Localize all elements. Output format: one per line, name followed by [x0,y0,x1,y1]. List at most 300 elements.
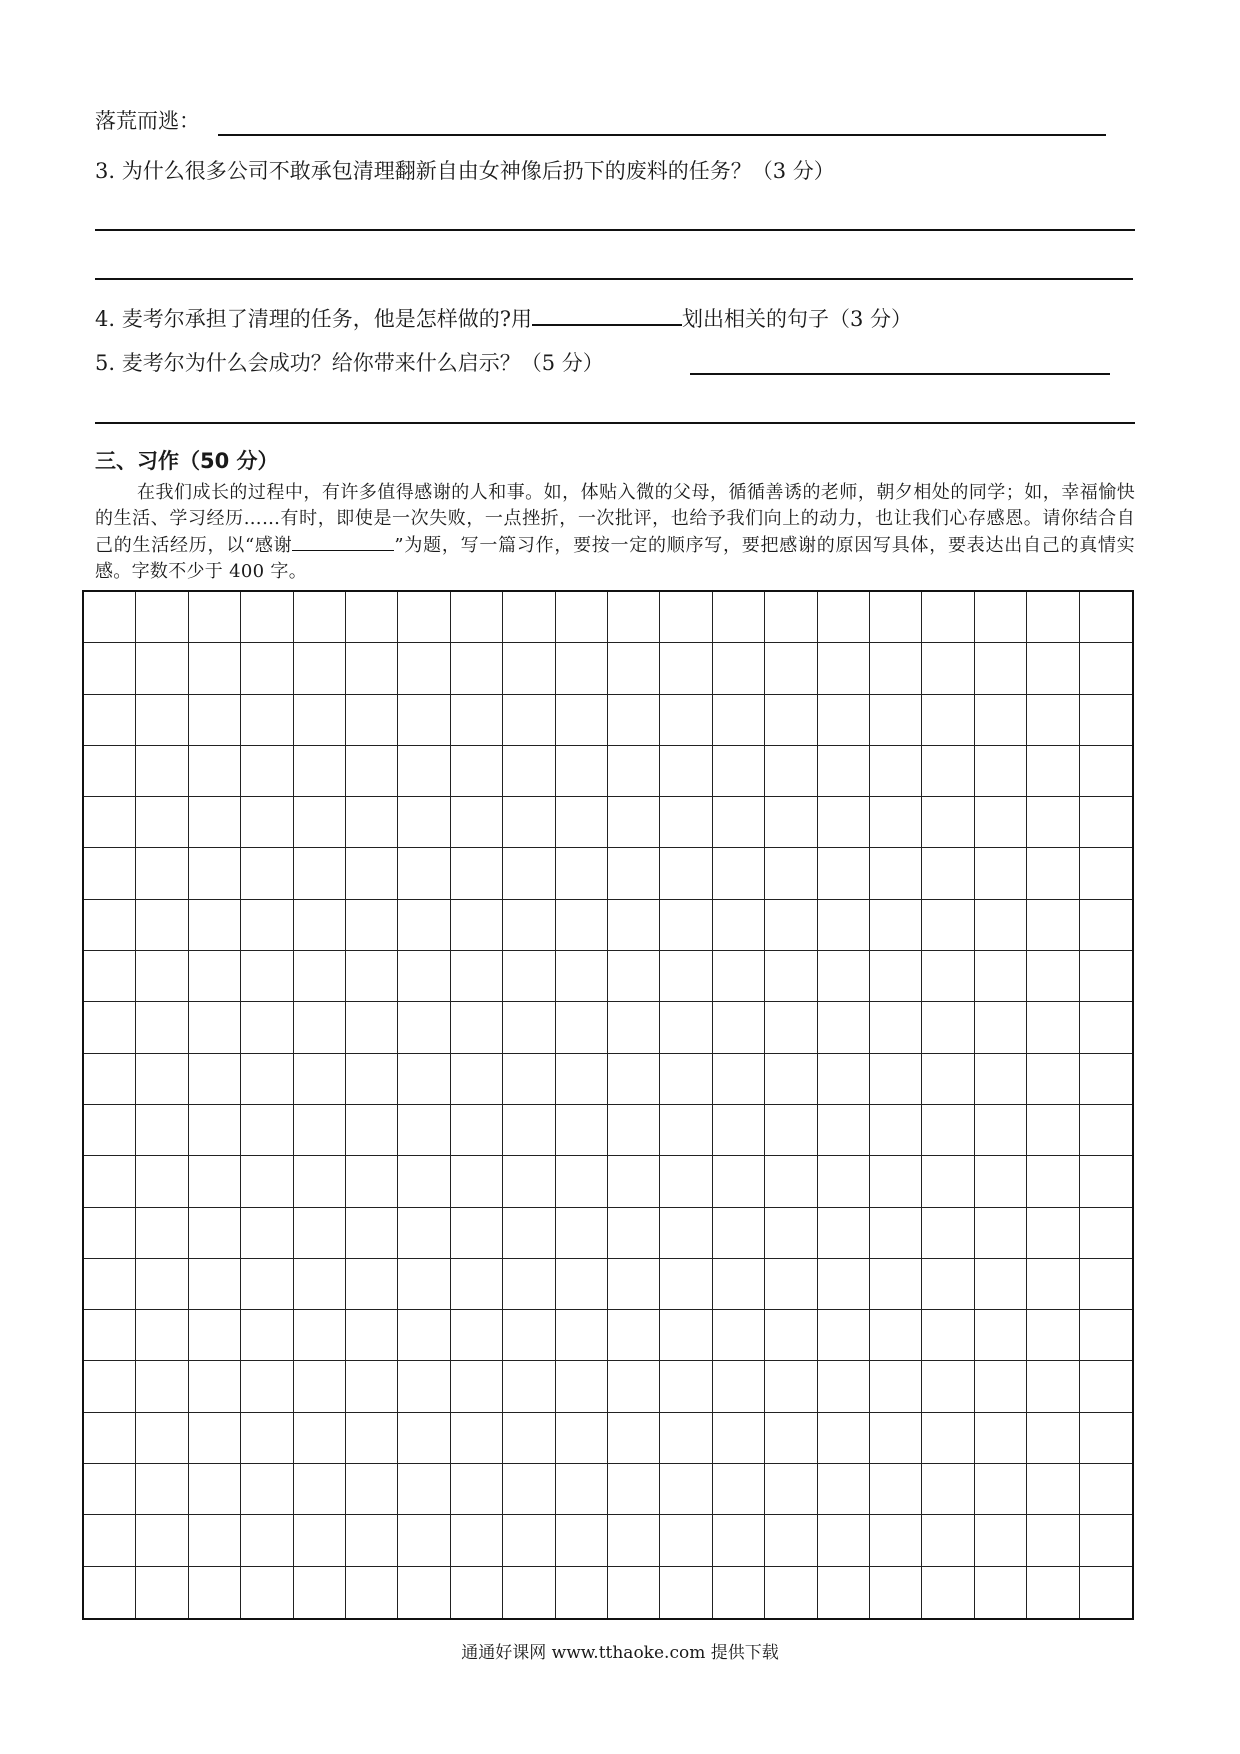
grid-cell[interactable] [556,1105,608,1156]
grid-cell[interactable] [136,797,188,848]
grid-cell[interactable] [503,1515,555,1566]
grid-cell[interactable] [870,797,922,848]
grid-cell[interactable] [922,1567,974,1618]
grid-cell[interactable] [241,643,293,694]
grid-cell[interactable] [975,1105,1027,1156]
grid-cell[interactable] [1027,1361,1079,1412]
grid-cell[interactable] [870,848,922,899]
grid-cell[interactable] [556,1413,608,1464]
grid-cell[interactable] [1080,900,1132,951]
grid-cell[interactable] [84,951,136,1002]
grid-cell[interactable] [765,1464,817,1515]
grid-cell[interactable] [818,848,870,899]
grid-cell[interactable] [608,1464,660,1515]
grid-cell[interactable] [84,1413,136,1464]
grid-cell[interactable] [818,643,870,694]
grid-cell[interactable] [136,1002,188,1053]
grid-cell[interactable] [136,1054,188,1105]
grid-cell[interactable] [241,951,293,1002]
grid-cell[interactable] [765,1515,817,1566]
grid-cell[interactable] [975,1259,1027,1310]
grid-cell[interactable] [608,592,660,643]
grid-cell[interactable] [870,1567,922,1618]
grid-cell[interactable] [241,592,293,643]
grid-cell[interactable] [241,1054,293,1105]
grid-cell[interactable] [922,1259,974,1310]
grid-cell[interactable] [870,746,922,797]
grid-cell[interactable] [241,1259,293,1310]
grid-cell[interactable] [189,1464,241,1515]
grid-cell[interactable] [818,1002,870,1053]
grid-cell[interactable] [241,1567,293,1618]
grid-cell[interactable] [503,1105,555,1156]
grid-cell[interactable] [660,643,712,694]
grid-cell[interactable] [84,1310,136,1361]
grid-cell[interactable] [608,951,660,1002]
grid-cell[interactable] [975,848,1027,899]
grid-cell[interactable] [241,1208,293,1259]
grid-cell[interactable] [398,1464,450,1515]
grid-cell[interactable] [870,592,922,643]
grid-cell[interactable] [1027,900,1079,951]
grid-cell[interactable] [1080,1361,1132,1412]
grid-cell[interactable] [136,1567,188,1618]
grid-cell[interactable] [84,746,136,797]
grid-cell[interactable] [1080,1567,1132,1618]
grid-cell[interactable] [608,1259,660,1310]
grid-cell[interactable] [922,695,974,746]
grid-cell[interactable] [398,900,450,951]
grid-cell[interactable] [818,1515,870,1566]
grid-cell[interactable] [294,746,346,797]
grid-cell[interactable] [451,1156,503,1207]
grid-cell[interactable] [398,1054,450,1105]
grid-cell[interactable] [241,695,293,746]
grid-cell[interactable] [660,1567,712,1618]
grid-cell[interactable] [189,1054,241,1105]
grid-cell[interactable] [451,1259,503,1310]
grid-cell[interactable] [556,695,608,746]
grid-cell[interactable] [451,1413,503,1464]
grid-cell[interactable] [451,1515,503,1566]
grid-cell[interactable] [1027,1515,1079,1566]
grid-cell[interactable] [398,746,450,797]
grid-cell[interactable] [1027,797,1079,848]
grid-cell[interactable] [1080,1259,1132,1310]
grid-cell[interactable] [503,592,555,643]
grid-cell[interactable] [451,1054,503,1105]
grid-cell[interactable] [556,643,608,694]
grid-cell[interactable] [294,1361,346,1412]
grid-cell[interactable] [556,746,608,797]
grid-cell[interactable] [346,643,398,694]
grid-cell[interactable] [608,900,660,951]
grid-cell[interactable] [713,1361,765,1412]
grid-cell[interactable] [713,951,765,1002]
grid-cell[interactable] [556,1156,608,1207]
grid-cell[interactable] [1080,951,1132,1002]
grid-cell[interactable] [765,1208,817,1259]
grid-cell[interactable] [975,695,1027,746]
grid-cell[interactable] [84,1515,136,1566]
grid-cell[interactable] [1027,1567,1079,1618]
grid-cell[interactable] [136,1515,188,1566]
grid-cell[interactable] [398,797,450,848]
grid-cell[interactable] [189,1156,241,1207]
grid-cell[interactable] [870,1156,922,1207]
grid-cell[interactable] [451,746,503,797]
grid-cell[interactable] [765,1002,817,1053]
grid-cell[interactable] [556,1515,608,1566]
title-blank[interactable] [292,532,394,551]
grid-cell[interactable] [189,1413,241,1464]
grid-cell[interactable] [713,746,765,797]
grid-cell[interactable] [608,695,660,746]
grid-cell[interactable] [818,1105,870,1156]
grid-cell[interactable] [346,1361,398,1412]
grid-cell[interactable] [346,1310,398,1361]
grid-cell[interactable] [346,1208,398,1259]
grid-cell[interactable] [870,1054,922,1105]
grid-cell[interactable] [660,900,712,951]
grid-cell[interactable] [503,1208,555,1259]
grid-cell[interactable] [84,643,136,694]
grid-cell[interactable] [608,848,660,899]
grid-cell[interactable] [660,951,712,1002]
grid-cell[interactable] [765,1156,817,1207]
grid-cell[interactable] [660,797,712,848]
grid-cell[interactable] [870,1413,922,1464]
grid-cell[interactable] [451,900,503,951]
grid-cell[interactable] [136,1208,188,1259]
grid-cell[interactable] [818,746,870,797]
grid-cell[interactable] [713,1515,765,1566]
grid-cell[interactable] [241,797,293,848]
grid-cell[interactable] [1080,848,1132,899]
grid-cell[interactable] [818,1156,870,1207]
grid-cell[interactable] [975,1464,1027,1515]
grid-cell[interactable] [975,900,1027,951]
grid-cell[interactable] [922,797,974,848]
grid-cell[interactable] [346,1567,398,1618]
grid-cell[interactable] [136,1259,188,1310]
grid-cell[interactable] [136,643,188,694]
grid-cell[interactable] [660,1361,712,1412]
grid-cell[interactable] [922,1310,974,1361]
grid-cell[interactable] [660,746,712,797]
grid-cell[interactable] [556,1464,608,1515]
grid-cell[interactable] [346,1054,398,1105]
grid-cell[interactable] [503,1259,555,1310]
grid-cell[interactable] [1080,1002,1132,1053]
grid-cell[interactable] [713,1413,765,1464]
grid-cell[interactable] [660,1208,712,1259]
grid-cell[interactable] [556,1567,608,1618]
grid-cell[interactable] [975,797,1027,848]
grid-cell[interactable] [1080,695,1132,746]
grid-cell[interactable] [84,848,136,899]
grid-cell[interactable] [608,1310,660,1361]
grid-cell[interactable] [189,1105,241,1156]
grid-cell[interactable] [346,951,398,1002]
grid-cell[interactable] [713,1105,765,1156]
grid-cell[interactable] [922,900,974,951]
grid-cell[interactable] [84,1259,136,1310]
grid-cell[interactable] [1080,746,1132,797]
question-4-symbol-blank[interactable] [532,302,682,326]
grid-cell[interactable] [503,746,555,797]
grid-cell[interactable] [136,695,188,746]
grid-cell[interactable] [451,1208,503,1259]
grid-cell[interactable] [1080,797,1132,848]
grid-cell[interactable] [818,1413,870,1464]
grid-cell[interactable] [398,1259,450,1310]
grid-cell[interactable] [713,1567,765,1618]
grid-cell[interactable] [346,1464,398,1515]
grid-cell[interactable] [136,1361,188,1412]
grid-cell[interactable] [608,746,660,797]
grid-cell[interactable] [818,1208,870,1259]
grid-cell[interactable] [189,797,241,848]
grid-cell[interactable] [503,695,555,746]
grid-cell[interactable] [870,951,922,1002]
grid-cell[interactable] [608,643,660,694]
grid-cell[interactable] [556,951,608,1002]
grid-cell[interactable] [556,592,608,643]
grid-cell[interactable] [1027,1156,1079,1207]
grid-cell[interactable] [660,848,712,899]
grid-cell[interactable] [451,951,503,1002]
grid-cell[interactable] [294,951,346,1002]
grid-cell[interactable] [765,1361,817,1412]
grid-cell[interactable] [346,1002,398,1053]
grid-cell[interactable] [608,1567,660,1618]
grid-cell[interactable] [84,1105,136,1156]
grid-cell[interactable] [1080,1515,1132,1566]
grid-cell[interactable] [870,1259,922,1310]
grid-cell[interactable] [398,1310,450,1361]
grid-cell[interactable] [765,592,817,643]
grid-cell[interactable] [922,1208,974,1259]
grid-cell[interactable] [608,1413,660,1464]
grid-cell[interactable] [189,1002,241,1053]
grid-cell[interactable] [975,1361,1027,1412]
grid-cell[interactable] [346,1156,398,1207]
grid-cell[interactable] [975,1515,1027,1566]
grid-cell[interactable] [818,592,870,643]
grid-cell[interactable] [294,1567,346,1618]
grid-cell[interactable] [713,643,765,694]
grid-cell[interactable] [503,1361,555,1412]
grid-cell[interactable] [556,1054,608,1105]
question-3-answer-line-1[interactable] [95,229,1135,231]
grid-cell[interactable] [346,900,398,951]
question-5-answer-line-1[interactable] [690,373,1110,375]
grid-cell[interactable] [870,1464,922,1515]
grid-cell[interactable] [608,1361,660,1412]
grid-cell[interactable] [241,1310,293,1361]
grid-cell[interactable] [84,900,136,951]
grid-cell[interactable] [870,1515,922,1566]
grid-cell[interactable] [398,695,450,746]
grid-cell[interactable] [346,746,398,797]
grid-cell[interactable] [608,1208,660,1259]
grid-cell[interactable] [294,1002,346,1053]
grid-cell[interactable] [451,1105,503,1156]
grid-cell[interactable] [556,1259,608,1310]
question-5-answer-line-2[interactable] [95,422,1135,424]
grid-cell[interactable] [398,951,450,1002]
grid-cell[interactable] [556,797,608,848]
grid-cell[interactable] [451,1567,503,1618]
grid-cell[interactable] [608,1054,660,1105]
grid-cell[interactable] [975,1002,1027,1053]
grid-cell[interactable] [346,1413,398,1464]
grid-cell[interactable] [818,1259,870,1310]
grid-cell[interactable] [765,900,817,951]
grid-cell[interactable] [1080,1413,1132,1464]
grid-cell[interactable] [451,848,503,899]
grid-cell[interactable] [660,695,712,746]
grid-cell[interactable] [189,900,241,951]
grid-cell[interactable] [1080,592,1132,643]
grid-cell[interactable] [1027,1259,1079,1310]
grid-cell[interactable] [922,746,974,797]
grid-cell[interactable] [398,1208,450,1259]
grid-cell[interactable] [713,695,765,746]
grid-cell[interactable] [136,746,188,797]
grid-cell[interactable] [975,592,1027,643]
grid-cell[interactable] [84,797,136,848]
grid-cell[interactable] [1027,592,1079,643]
grid-cell[interactable] [503,797,555,848]
grid-cell[interactable] [608,1002,660,1053]
grid-cell[interactable] [975,1310,1027,1361]
grid-cell[interactable] [608,1105,660,1156]
grid-cell[interactable] [660,1156,712,1207]
grid-cell[interactable] [189,1567,241,1618]
grid-cell[interactable] [556,1361,608,1412]
grid-cell[interactable] [451,1310,503,1361]
grid-cell[interactable] [818,1054,870,1105]
grid-cell[interactable] [713,1310,765,1361]
grid-cell[interactable] [818,900,870,951]
grid-cell[interactable] [713,848,765,899]
grid-cell[interactable] [975,951,1027,1002]
grid-cell[interactable] [922,1105,974,1156]
grid-cell[interactable] [294,1310,346,1361]
grid-cell[interactable] [503,643,555,694]
grid-cell[interactable] [922,643,974,694]
grid-cell[interactable] [189,1208,241,1259]
grid-cell[interactable] [1080,1054,1132,1105]
grid-cell[interactable] [922,848,974,899]
grid-cell[interactable] [660,592,712,643]
grid-cell[interactable] [1027,1464,1079,1515]
grid-cell[interactable] [189,643,241,694]
grid-cell[interactable] [608,1515,660,1566]
grid-cell[interactable] [870,1310,922,1361]
grid-cell[interactable] [346,1259,398,1310]
grid-cell[interactable] [922,592,974,643]
writing-grid[interactable] [82,590,1134,1620]
grid-cell[interactable] [1080,1208,1132,1259]
grid-cell[interactable] [1027,1310,1079,1361]
grid-cell[interactable] [346,1515,398,1566]
grid-cell[interactable] [713,797,765,848]
grid-cell[interactable] [1027,746,1079,797]
grid-cell[interactable] [136,951,188,1002]
grid-cell[interactable] [241,1413,293,1464]
grid-cell[interactable] [1080,1156,1132,1207]
grid-cell[interactable] [818,1567,870,1618]
grid-cell[interactable] [660,1310,712,1361]
grid-cell[interactable] [451,1002,503,1053]
grid-cell[interactable] [398,1156,450,1207]
grid-cell[interactable] [870,1361,922,1412]
grid-cell[interactable] [922,1515,974,1566]
grid-cell[interactable] [451,797,503,848]
grid-cell[interactable] [765,643,817,694]
grid-cell[interactable] [870,695,922,746]
grid-cell[interactable] [1027,1413,1079,1464]
question-3-answer-line-2[interactable] [95,278,1133,280]
grid-cell[interactable] [1080,1105,1132,1156]
grid-cell[interactable] [870,1105,922,1156]
grid-cell[interactable] [451,1464,503,1515]
grid-cell[interactable] [713,1002,765,1053]
grid-cell[interactable] [660,1054,712,1105]
grid-cell[interactable] [713,900,765,951]
grid-cell[interactable] [975,1156,1027,1207]
grid-cell[interactable] [189,1310,241,1361]
grid-cell[interactable] [556,1208,608,1259]
grid-cell[interactable] [765,951,817,1002]
grid-cell[interactable] [660,1105,712,1156]
grid-cell[interactable] [503,951,555,1002]
grid-cell[interactable] [818,951,870,1002]
grid-cell[interactable] [398,1105,450,1156]
grid-cell[interactable] [241,1156,293,1207]
grid-cell[interactable] [1080,1464,1132,1515]
grid-cell[interactable] [84,1054,136,1105]
grid-cell[interactable] [294,1054,346,1105]
grid-cell[interactable] [922,1054,974,1105]
grid-cell[interactable] [503,1567,555,1618]
grid-cell[interactable] [503,1156,555,1207]
grid-cell[interactable] [765,1310,817,1361]
grid-cell[interactable] [189,1361,241,1412]
grid-cell[interactable] [975,746,1027,797]
grid-cell[interactable] [922,1413,974,1464]
grid-cell[interactable] [189,1259,241,1310]
grid-cell[interactable] [189,1515,241,1566]
grid-cell[interactable] [84,1156,136,1207]
grid-cell[interactable] [294,848,346,899]
grid-cell[interactable] [136,1156,188,1207]
grid-cell[interactable] [241,848,293,899]
grid-cell[interactable] [503,1002,555,1053]
grid-cell[interactable] [1027,848,1079,899]
grid-cell[interactable] [136,592,188,643]
grid-cell[interactable] [136,1105,188,1156]
grid-cell[interactable] [922,1002,974,1053]
grid-cell[interactable] [608,1156,660,1207]
grid-cell[interactable] [556,1002,608,1053]
grid-cell[interactable] [1027,1208,1079,1259]
grid-cell[interactable] [84,1002,136,1053]
grid-cell[interactable] [398,643,450,694]
